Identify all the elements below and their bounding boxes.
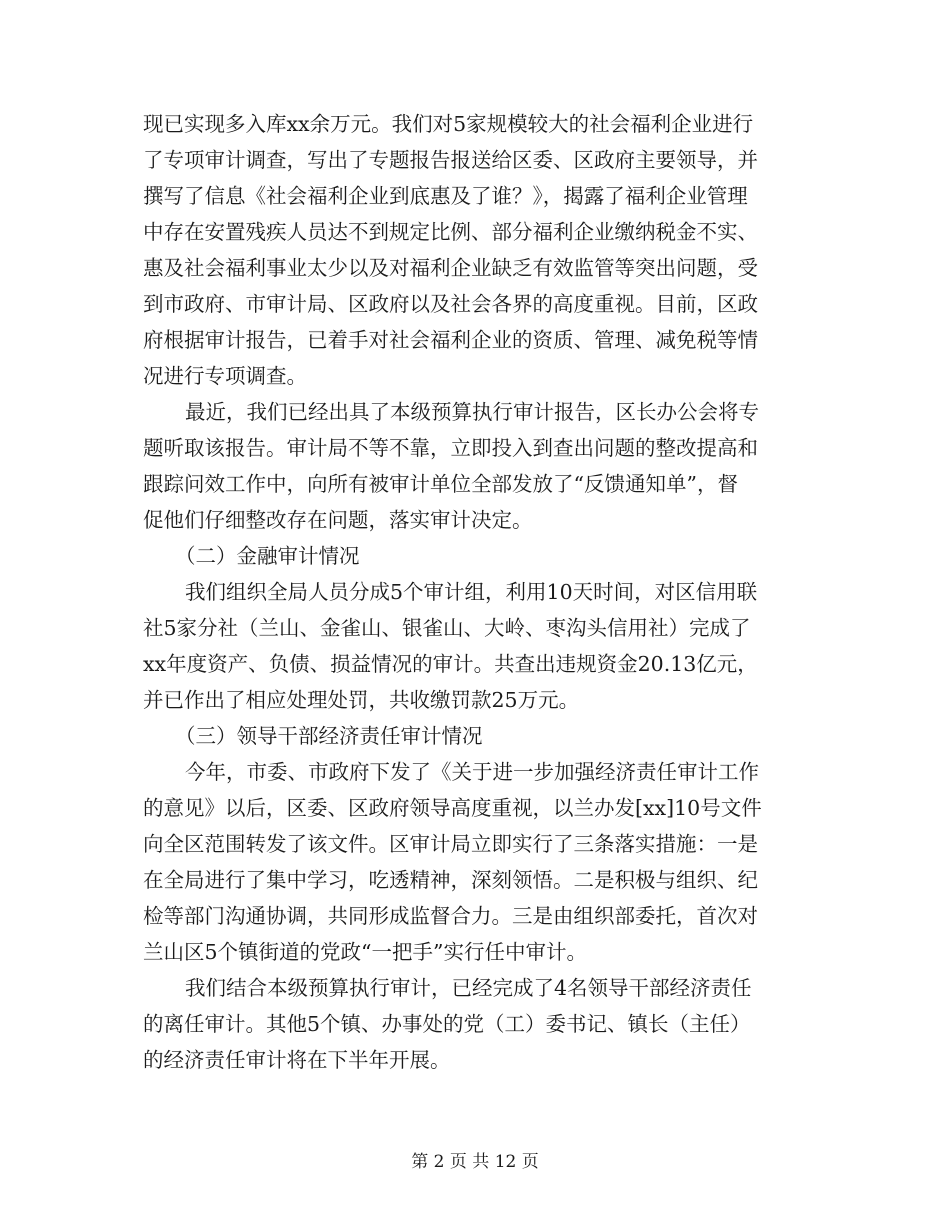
paragraph-line: 兰山区5个镇街道的党政“一把手”实行任中审计。: [143, 940, 588, 964]
paragraph-line: 的意见》以后，区委、区政府领导高度重视，以兰办发[xx]10号文件: [143, 796, 762, 820]
section-heading: （二）金融审计情况: [175, 544, 360, 568]
paragraph-line: 今年，市委、市政府下发了《关于进一步加强经济责任审计工作: [185, 760, 759, 784]
paragraph-line: 我们组织全局人员分成5个审计组，利用10天时间，对区信用联: [185, 580, 758, 604]
paragraph-line: 府根据审计报告，已着手对社会福利企业的资质、管理、减免税等情: [143, 328, 758, 352]
paragraph-line: 况进行专项调查。: [143, 364, 307, 388]
paragraph-line: 撰写了信息《社会福利企业到底惠及了谁？》，揭露了福利企业管理: [143, 184, 748, 208]
paragraph-line: 题听取该报告。审计局不等不靠，立即投入到查出问题的整改提高和: [143, 436, 758, 460]
paragraph-line: 最近，我们已经出具了本级预算执行审计报告，区长办公会将专: [185, 400, 759, 424]
paragraph-line: 促他们仔细整改存在问题，落实审计决定。: [143, 508, 533, 532]
paragraph-line: 在全局进行了集中学习，吃透精神，深刻领悟。二是积极与组织、纪: [143, 868, 758, 892]
paragraph-line: 现已实现多入库xx余万元。我们对5家规模较大的社会福利企业进行: [143, 112, 754, 136]
page-number-footer: 第 2 页 共 12 页: [411, 1152, 539, 1172]
paragraph-line: 并已作出了相应处理处罚，共收缴罚款25万元。: [143, 688, 580, 712]
paragraph-line: 检等部门沟通协调，共同形成监督合力。三是由组织部委托，首次对: [143, 904, 758, 928]
section-heading: （三）领导干部经济责任审计情况: [175, 724, 483, 748]
document-body: [143, 106, 803, 1078]
paragraph-line: 跟踪问效工作中，向所有被审计单位全部发放了“反馈通知单”，督: [143, 472, 738, 496]
paragraph-line: 的离任审计。其他5个镇、办事处的党（工）委书记、镇长（主任）: [143, 1012, 751, 1036]
paragraph-line: 的经济责任审计将在下半年开展。: [143, 1048, 451, 1072]
paragraph-line: 惠及社会福利事业太少以及对福利企业缺乏有效监管等突出问题，受: [143, 256, 758, 280]
paragraph-line: 社5家分社（兰山、金雀山、银雀山、大岭、枣沟头信用社）完成了: [143, 616, 751, 640]
paragraph-line: 了专项审计调查，写出了专题报告报送给区委、区政府主要领导，并: [143, 148, 758, 172]
paragraph-line: 向全区范围转发了该文件。区审计局立即实行了三条落实措施：一是: [143, 832, 758, 856]
paragraph-line: xx年度资产、负债、损益情况的审计。共查出违规资金20.13亿元，: [143, 652, 758, 676]
paragraph-line: 我们结合本级预算执行审计，已经完成了4名领导干部经济责任: [185, 976, 752, 1000]
paragraph-line: 到市政府、市审计局、区政府以及社会各界的高度重视。目前，区政: [143, 292, 758, 316]
paragraph-line: 中存在安置残疾人员达不到规定比例、部分福利企业缴纳税金不实、: [143, 220, 758, 244]
